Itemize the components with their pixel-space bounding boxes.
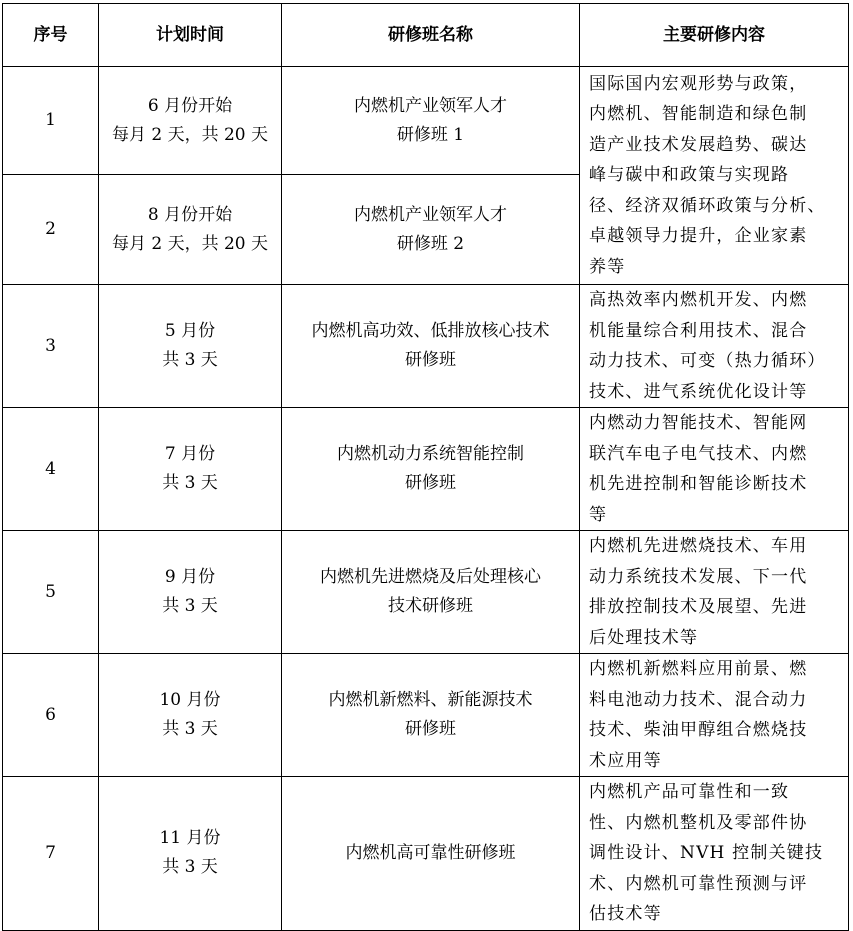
main-content: 高热效率内燃机开发、内燃 机能量综合利用技术、混合 动力技术、可变（热力循环） 技术、进气系统优化设计等 xyxy=(580,285,849,408)
row-number: 5 xyxy=(3,531,99,654)
header-number: 序号 xyxy=(3,4,99,67)
plan-time: 6 月份开始 每月 2 天，共 20 天 xyxy=(99,67,282,175)
row-number: 1 xyxy=(3,67,99,175)
class-name: 内燃机产业领军人才 研修班 1 xyxy=(282,67,580,175)
class-name: 内燃机高可靠性研修班 xyxy=(282,777,580,931)
main-content: 国际国内宏观形势与政策， 内燃机、智能制造和绿色制 造产业技术发展趋势、碳达 峰与碳中和政策与实现路 径、经济双循环政策与分析、 卓越领导力提升，企业家素 养等 xyxy=(580,67,849,285)
main-content: 内燃机新燃料应用前景、燃 料电池动力技术、混合动力 技术、柴油甲醇组合燃烧技 术应用等 xyxy=(580,654,849,777)
table-row xyxy=(3,777,849,931)
class-name: 内燃机高功效、低排放核心技术 研修班 xyxy=(282,285,580,408)
row-number: 6 xyxy=(3,654,99,777)
header-class-name: 研修班名称 xyxy=(282,4,580,67)
table-row xyxy=(3,654,849,777)
row-number: 4 xyxy=(3,408,99,531)
plan-time: 7 月份 共 3 天 xyxy=(99,408,282,531)
main-content: 内燃机先进燃烧技术、车用 动力系统技术发展、下一代 排放控制技术及展望、先进 后处理技术等 xyxy=(580,531,849,654)
plan-time: 9 月份 共 3 天 xyxy=(99,531,282,654)
class-name: 内燃机产业领军人才 研修班 2 xyxy=(282,175,580,285)
main-content: 内燃机产品可靠性和一致 性、内燃机整机及零部件协 调性设计、NVH 控制关键技 术、内燃机可靠性预测与评 估技术等 xyxy=(580,777,849,931)
main-content: 内燃动力智能技术、智能网 联汽车电子电气技术、内燃 机先进控制和智能诊断技术 等 xyxy=(580,408,849,531)
row-number: 2 xyxy=(3,175,99,285)
class-name: 内燃机新燃料、新能源技术 研修班 xyxy=(282,654,580,777)
class-name: 内燃机先进燃烧及后处理核心 技术研修班 xyxy=(282,531,580,654)
training-plan-table xyxy=(2,3,849,931)
class-name: 内燃机动力系统智能控制 研修班 xyxy=(282,408,580,531)
table-row xyxy=(3,531,849,654)
row-number: 3 xyxy=(3,285,99,408)
header-content: 主要研修内容 xyxy=(580,4,849,67)
header-row xyxy=(3,4,849,67)
plan-time: 5 月份 共 3 天 xyxy=(99,285,282,408)
table-row xyxy=(3,285,849,408)
plan-time: 11 月份 共 3 天 xyxy=(99,777,282,931)
plan-time: 8 月份开始 每月 2 天，共 20 天 xyxy=(99,175,282,285)
row-number: 7 xyxy=(3,777,99,931)
table-row xyxy=(3,67,849,175)
header-time: 计划时间 xyxy=(99,4,282,67)
table-row xyxy=(3,408,849,531)
plan-time: 10 月份 共 3 天 xyxy=(99,654,282,777)
